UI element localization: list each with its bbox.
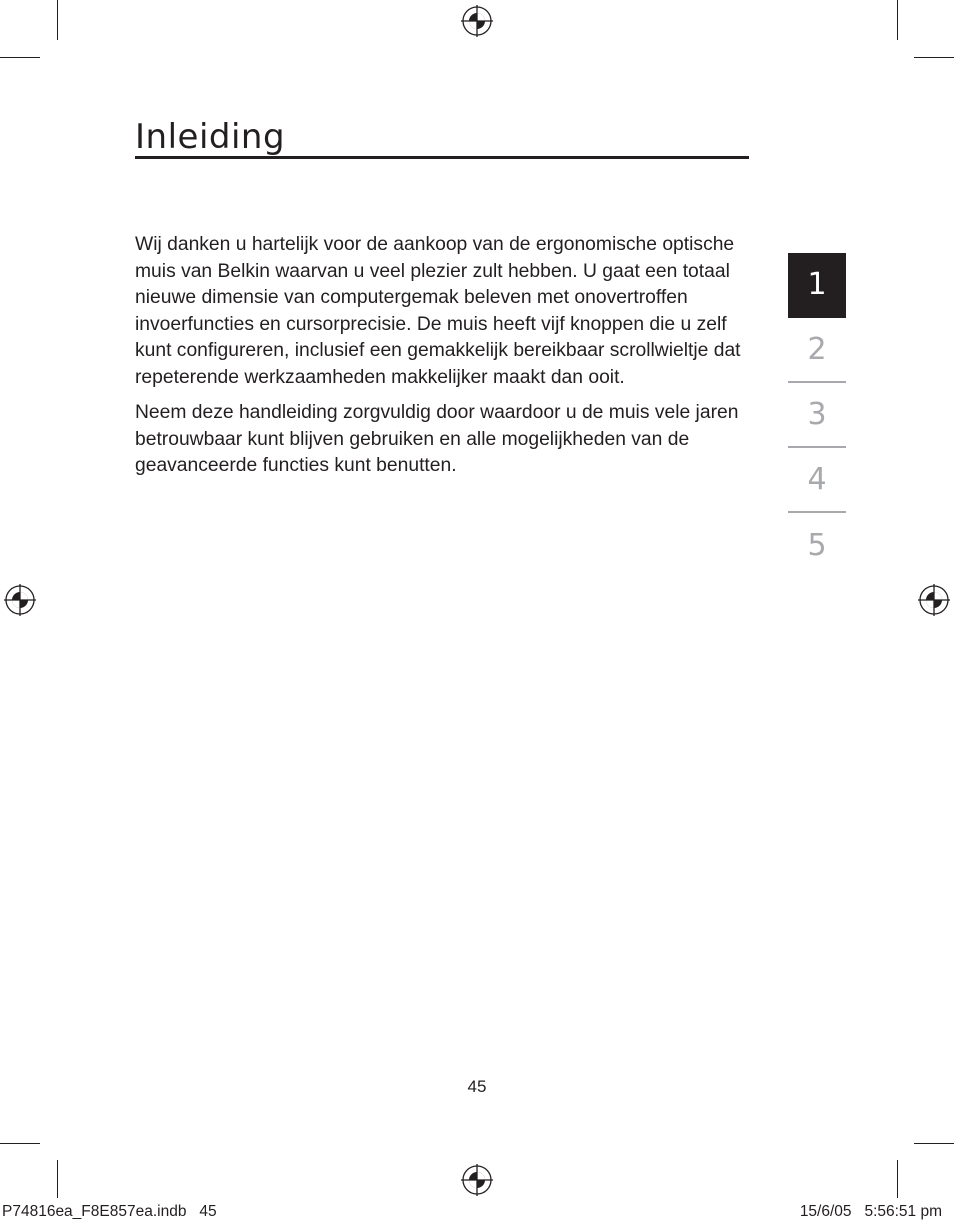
crop-mark-bottom-right-vertical xyxy=(897,1160,898,1198)
crop-mark-top-left-vertical xyxy=(57,0,58,40)
chapter-tab-1: 1 xyxy=(788,253,846,318)
chapter-tabs xyxy=(788,253,846,578)
crop-mark-bottom-left-horizontal xyxy=(0,1143,40,1144)
chapter-tab-2: 2 xyxy=(788,318,846,383)
page-number: 45 xyxy=(467,1077,487,1096)
crop-mark-bottom-left-vertical xyxy=(57,1160,58,1198)
paragraph: Neem deze handleiding zorgvuldig door waardoor u de muis vele jaren betrouwbaar kunt blijven gebruiken en alle mogelijkheden van de geavanceerde functies kunt benutten. xyxy=(135,402,739,476)
chapter-tab-4: 4 xyxy=(788,448,846,513)
title-rule xyxy=(135,112,749,159)
body-text xyxy=(135,232,755,489)
page-title: Inleiding xyxy=(135,117,286,157)
chapter-tab-5: 5 xyxy=(807,528,827,563)
registration-mark-icon xyxy=(461,1164,493,1196)
registration-mark-icon xyxy=(4,584,36,616)
registration-mark-icon xyxy=(918,584,950,616)
print-slug-timestamp: 15/6/05 5:56:51 pm xyxy=(799,1203,942,1220)
print-slug-file: P74816ea_F8E857ea.indb 45 xyxy=(2,1203,217,1220)
crop-mark-top-right-horizontal xyxy=(914,57,954,58)
crop-mark-top-left-horizontal xyxy=(0,57,40,58)
crop-mark-top-right-vertical xyxy=(897,0,898,40)
paragraph: Wij danken u hartelijk voor de aankoop van de ergonomische optische muis van Belkin waarvan u veel plezier zult hebben. U gaat een totaal nieuwe dimensie van computergemak beleven met onovertroffen invoerfuncties en cursorprecisie. De muis heeft vijf knoppen die u zelf kunt configureren, inclusief een gemakkelijk bereikbaar scrollwieltje dat repeterende werkzaamheden makkelijker maakt dan ooit. xyxy=(135,234,741,388)
registration-mark-icon xyxy=(461,5,493,37)
crop-mark-bottom-right-horizontal xyxy=(914,1143,954,1144)
chapter-tab-3: 3 xyxy=(788,383,846,448)
